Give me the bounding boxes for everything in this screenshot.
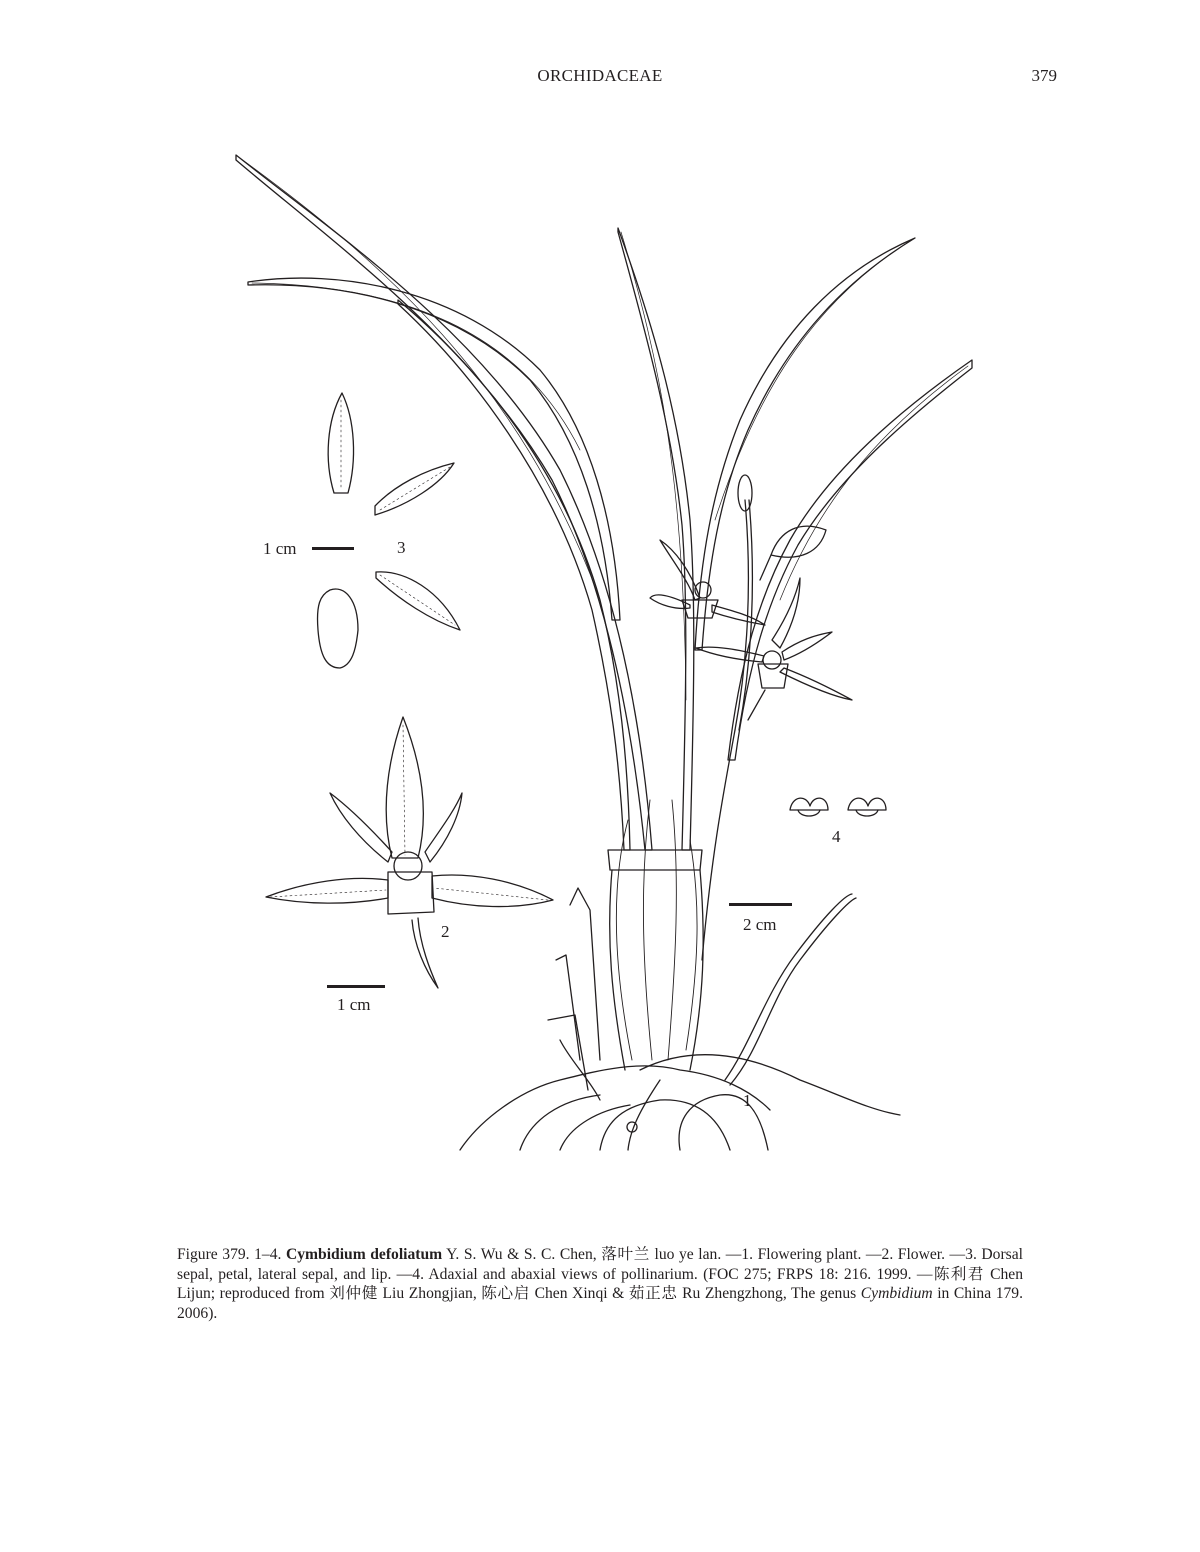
- running-head: [0, 66, 1200, 96]
- part-label-3: 3: [397, 538, 406, 557]
- caption-body: Y. S. Wu & S. C. Chen, 落叶兰 luo ye lan. —1. Flowering plant. —2. Flower. —3. Dorsal sepal, petal, lateral sepal, and lip. —4. Adaxial and abaxial views of pollinarium. (FOC 275; FRPS 18: 216. 1999. —陈利君 Chen Lijun; reproduced from 刘仲健 Liu Zhongjian, 陈心启 Chen Xinqi & 茹正忠 Ru Zhengzhong, The genus: [177, 1246, 1023, 1302]
- scale-label-flower: 1 cm: [337, 995, 371, 1014]
- plate-illustration: [0, 120, 1200, 1180]
- caption-species-name: Cymbidium defoliatum: [285, 1246, 443, 1263]
- perianth-parts-drawing: [318, 393, 461, 668]
- part-label-2: 2: [441, 922, 450, 941]
- pollinarium-drawing: [790, 798, 886, 816]
- figure-caption: [177, 1245, 1023, 1323]
- caption-tail: in China 179. 2006).: [177, 1285, 1023, 1322]
- caption-genus-name: Cymbidium: [860, 1285, 933, 1302]
- running-title: ORCHIDACEAE: [537, 66, 663, 85]
- flower-drawing: [266, 717, 553, 988]
- scale-bar-flower: [327, 985, 385, 988]
- part-label-4: 4: [832, 827, 841, 846]
- scale-label-parts: 1 cm: [263, 539, 297, 558]
- page-number: 379: [1031, 66, 1057, 85]
- scale-bar-parts: [312, 547, 354, 550]
- botanical-plate: [0, 120, 1200, 1180]
- part-label-1: 1: [743, 1091, 752, 1110]
- scale-bar-plant: [729, 903, 792, 906]
- scale-label-plant: 2 cm: [743, 915, 777, 934]
- caption-prefix: Figure 379. 1–4.: [177, 1246, 286, 1263]
